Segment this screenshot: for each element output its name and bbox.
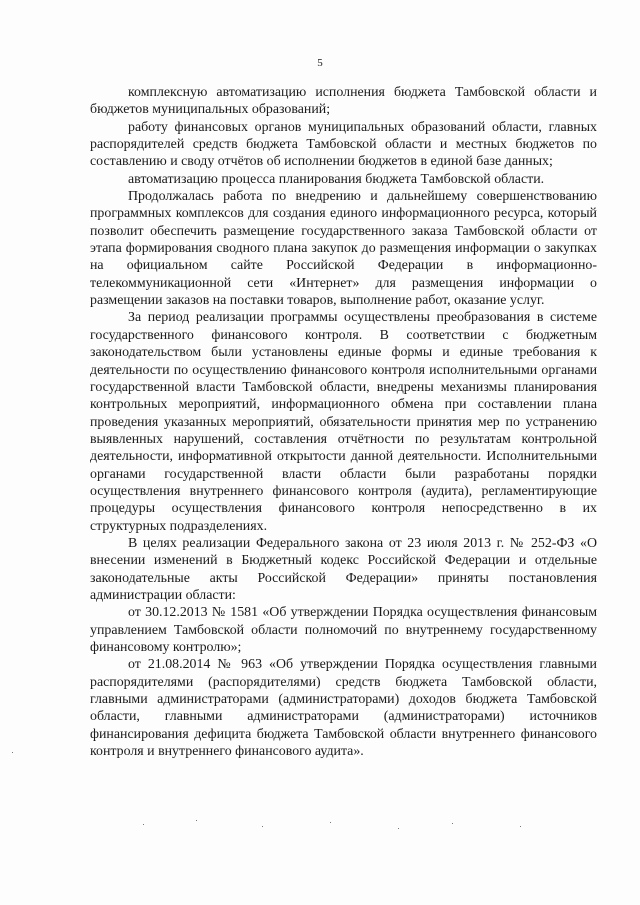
paragraph: от 21.08.2014 № 963 «Об утверждении Порядка осуществления главными распорядителями (распорядителями) средств бюджета Тамбовской области, главными администраторами (администраторами) доходов бюджета Тамбовской области, главными администраторами (администраторами) источников финансирования дефицита бюджета Тамбовской области внутреннего финансового контроля и внутреннего финансового аудита».	[90, 657, 597, 760]
paragraph: автоматизацию процесса планирования бюджета Тамбовской области.	[128, 171, 545, 187]
paragraph: За период реализации программы осуществлены преобразования в системе государственного финансового контроля. В соответствии с бюджетным законодательством были установлены единые формы и единые требования к деятельности по осуществлению финансового контроля исполнительными органами государственной власти Тамбовской области, внедрены механизмы планирования контрольных мероприятий, информационного обмена при составлении плана проведения указанных мероприятий, обязательности принятия мер по устранению выявленных нарушений, составления отчётности по результатам контрольной деятельности, информативной открытости данной деятельности. Исполнительными органами государственной власти области были разработаны порядки осуществления внутреннего финансового контроля (аудита), регламентирующие процедуры осуществления финансового контроля непосредственно в их структурных подразделениях.	[90, 310, 597, 534]
paragraph: работу финансовых органов муниципальных образований области, главных распорядителей средств бюджета Тамбовской области и местных бюджетов по составлению и своду отчётов об исполнении бюджетов в единой базе данных;	[90, 119, 597, 170]
page-number: 5	[317, 57, 323, 69]
document-body	[90, 84, 597, 760]
paragraph: комплексную автоматизацию исполнения бюджета Тамбовской области и бюджетов муниципальных образований;	[90, 85, 597, 118]
paragraph: Продолжалась работа по внедрению и дальнейшему совершенствованию программных комплексов для создания единого информационного ресурса, который позволит обеспечить размещение государственного заказа Тамбовской области от этапа формирования сводного плана закупок до размещения информации о закупках на официальном сайте Российской Федерации в информационно-телекоммуникационной сети «Интернет» для размещения информации о размещении заказов на поставки товаров, выполнение работ, оказание услуг.	[90, 189, 597, 309]
paragraph: В целях реализации Федерального закона от 23 июля 2013 г. № 252-ФЗ «О внесении изменений в Бюджетный кодекс Российской Федерации и отдельные законодательные акты Российской Федерации» приняты постановления администрации области:	[90, 535, 597, 603]
paragraph: от 30.12.2013 № 1581 «Об утверждении Порядка осуществления финансовым управлением Тамбовской области полномочий по внутреннему государственному финансовому контролю»;	[90, 605, 597, 655]
